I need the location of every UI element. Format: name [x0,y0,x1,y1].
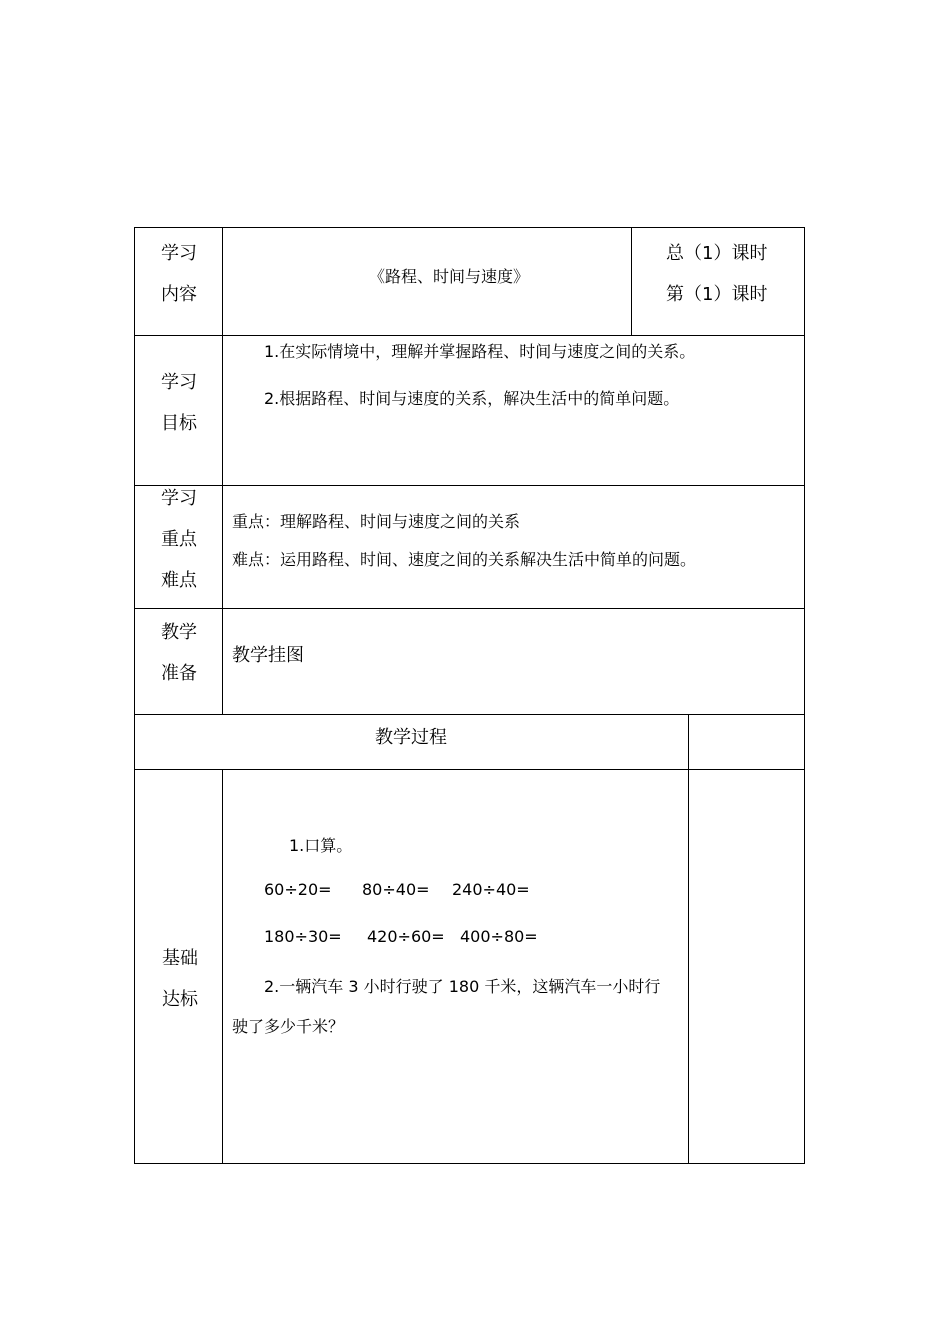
calc-2-3: 400÷80= [460,927,538,946]
objective-item-1: 1.在实际情境中，理解并掌握路程、时间与速度之间的关系。 [264,342,696,361]
keypoints-label-line1: 学习 [161,488,197,509]
content-label-cell [135,228,223,336]
content-label-line2: 内容 [161,284,197,305]
calc-1-2: 80÷40= [362,880,430,899]
calc-2-1: 180÷30= [264,927,342,946]
process-header: 教学过程 [375,727,447,748]
keypoints-label-line3: 难点 [161,570,197,591]
objectives-label [159,362,199,444]
hours-cell [632,228,805,336]
question-1-title: 1.口算。 [289,836,353,855]
question-2-line2: 驶了多少千米？ [232,1017,345,1036]
keypoints-label-line2: 重点 [161,529,197,550]
basic-side-cell [689,770,805,1164]
preparation-text: 教学挂图 [232,645,304,666]
basic-content-cell [223,770,689,1164]
calc-2-2: 420÷60= [367,927,445,946]
lesson-hours: 第（1）课时 [666,284,768,305]
preparation-label-line2: 准备 [161,663,197,684]
objectives-label-line1: 学习 [161,372,197,393]
basic-label-line2: 达标 [162,989,198,1010]
basic-label-cell [135,770,223,1164]
key-point-text: 重点：理解路程、时间与速度之间的关系 [232,512,521,531]
calc-1-1: 60÷20= [264,880,332,899]
objective-item-2: 2.根据路程、时间与速度的关系，解决生活中的简单问题。 [264,389,680,408]
lesson-title: 《路程、时间与速度》 [369,267,530,286]
calc-1-3: 240÷40= [452,880,530,899]
basic-label [160,938,200,1020]
lesson-plan-table [134,227,805,1164]
objectives-label-cell [135,336,223,486]
preparation-label-cell [135,609,223,715]
difficulty-text: 难点：运用路程、时间、速度之间的关系解决生活中简单的问题。 [232,550,697,569]
keypoints-content-cell [223,486,805,609]
keypoints-label-cell [135,486,223,609]
keypoints-label [159,478,199,601]
question-2-line1: 2.一辆汽车 3 小时行驶了 180 千米，这辆汽车一小时行 [264,977,661,996]
preparation-label-line1: 教学 [161,622,197,643]
hours-block [666,233,767,315]
content-title-cell [223,228,632,336]
process-side-cell [689,715,805,770]
content-label-line1: 学习 [161,243,197,264]
objectives-label-line2: 目标 [161,413,197,434]
preparation-content-cell [223,609,805,715]
process-header-cell [135,715,689,770]
total-hours: 总（1）课时 [666,243,768,264]
content-label [159,233,199,315]
basic-label-line1: 基础 [162,948,198,969]
objectives-content-cell [223,336,805,486]
preparation-label [159,612,199,694]
